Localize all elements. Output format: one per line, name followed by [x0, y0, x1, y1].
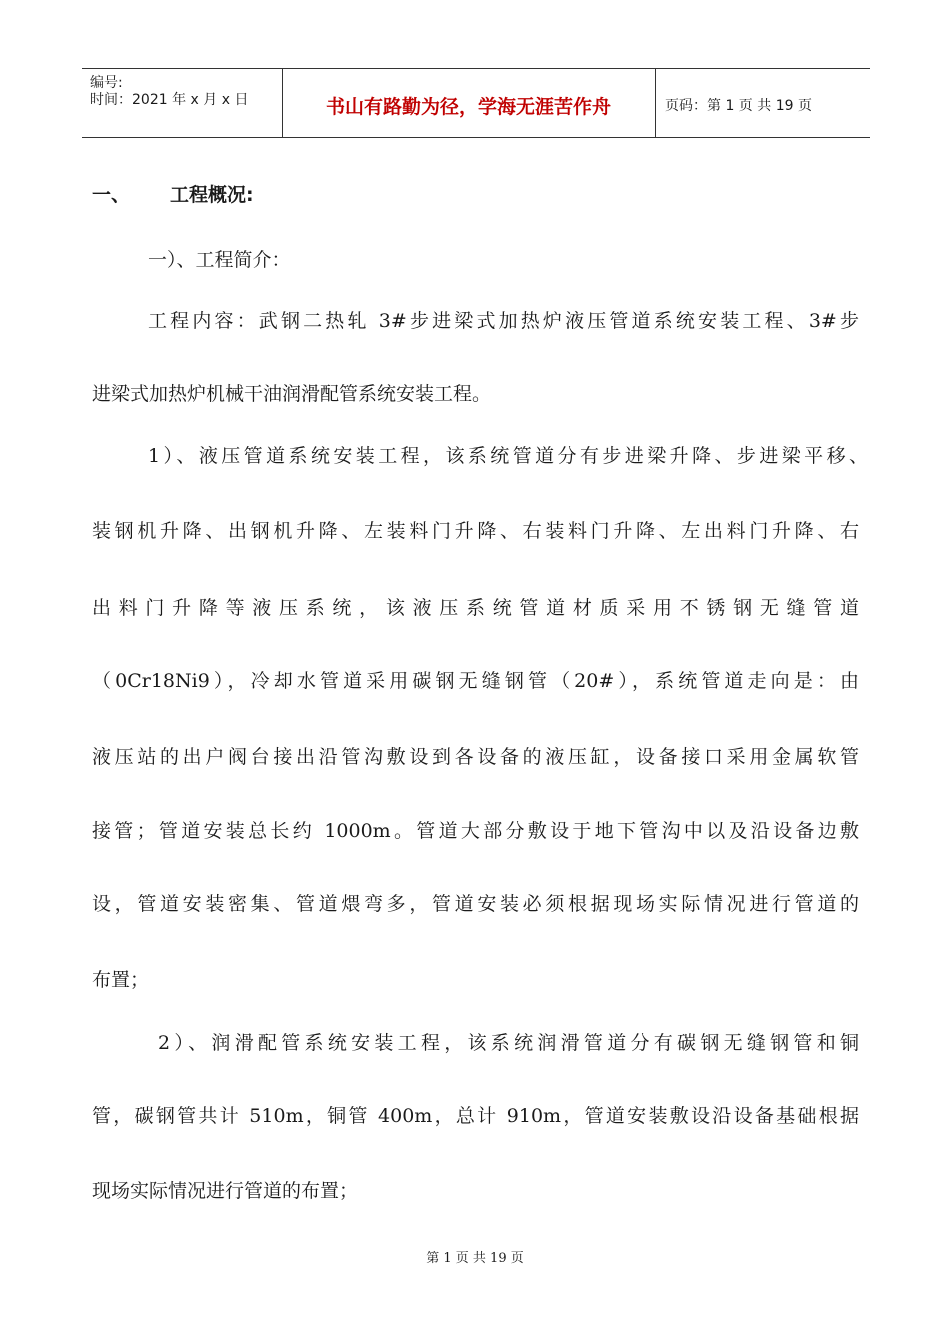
doc-code-label: 编号: [90, 75, 123, 91]
header-page-label: 页码：第 1 页 共 19 页 [665, 98, 812, 114]
header-meta [82, 69, 283, 137]
paragraph-line: 装钢机升降、出钢机升降、左装料门升降、右装料门升降、左出料门升降、右 [92, 520, 859, 542]
section-number: 一、 [92, 184, 131, 206]
doc-time-label: 时间：2021 年 x 月 x 日 [90, 92, 249, 108]
section-title: 工程概况: [170, 184, 254, 206]
paragraph-line: 布置； [92, 969, 150, 991]
paragraph-line: 进梁式加热炉机械干油润滑配管系统安装工程。 [92, 383, 492, 405]
paragraph-line: 1）、液压管道系统安装工程，该系统管道分有步进梁升降、步进梁平移、 [148, 445, 868, 467]
paragraph-line: 出料门升降等液压系统，该液压系统管道材质采用不锈钢无缝管道 [92, 597, 859, 619]
section-heading [92, 180, 254, 207]
paragraph-line: 管，碳钢管共计 510m，铜管 400m，总计 910m，管道安装敷设沿设备基础根据 [92, 1105, 859, 1127]
subsection-heading: 一）、工程简介： [148, 249, 291, 271]
paragraph-line: 现场实际情况进行管道的布置； [92, 1180, 359, 1202]
header-page-cell [655, 69, 870, 137]
paragraph-line: 2）、润滑配管系统安装工程，该系统润滑管道分有碳钢无缝钢管和铜 [158, 1032, 859, 1054]
paragraph-line: 设，管道安装密集、管道煨弯多，管道安装必须根据现场实际情况进行管道的 [92, 893, 859, 915]
paragraph-line: 接管；管道安装总长约 1000m。管道大部分敷设于地下管沟中以及沿设备边敷 [92, 820, 859, 842]
paragraph-line: 工程内容：武钢二热轧 3#步进梁式加热炉液压管道系统安装工程、3#步 [148, 310, 859, 332]
header-motto-cell [282, 69, 656, 137]
document-header [82, 68, 870, 138]
page-footer: 第 1 页 共 19 页 [426, 1251, 524, 1266]
paragraph-line: 液压站的出户阀台接出沿管沟敷设到各设备的液压缸，设备接口采用金属软管 [92, 746, 859, 768]
paragraph-line: （0Cr18Ni9），冷却水管道采用碳钢无缝钢管（20#），系统管道走向是：由 [92, 670, 859, 692]
header-motto: 书山有路勤为径，学海无涯苦作舟 [325, 95, 611, 118]
